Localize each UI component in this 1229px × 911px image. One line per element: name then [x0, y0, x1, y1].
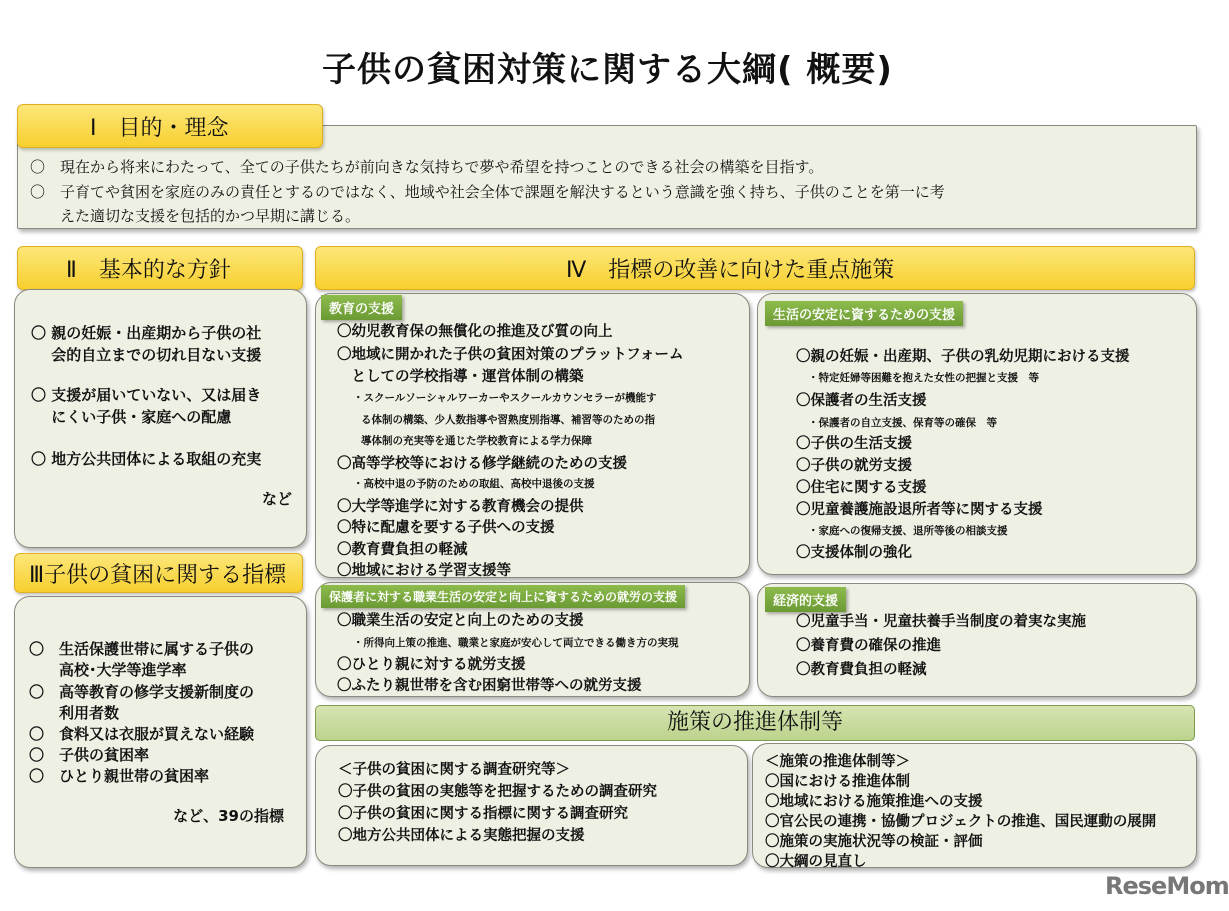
purpose-item: 〇 現在から将来にわたって、全ての子供たちが前向きな気持ちで夢や希望を持つことのできる社会の構築を目指す。 [30, 158, 824, 176]
econ-item: 〇教育費負担の軽減 [796, 662, 927, 678]
policy-item: 〇 地方公共団体による取組の充実 [31, 450, 262, 468]
policy-etc: など [261, 490, 292, 508]
edu-item: 〇地域における学習支援等 [337, 563, 511, 579]
indicator-panel [14, 596, 307, 868]
education-support-panel [315, 293, 750, 578]
life-item: 〇親の妊娠・出産期、子供の乳幼児期における支援 [796, 349, 1130, 365]
indicator-header: Ⅲ子供の貧困に関する指標 [14, 553, 303, 593]
indicator-item: 〇 子供の貧困率 [29, 746, 150, 764]
priority-measures-header: Ⅳ 指標の改善に向けた重点施策 [315, 246, 1195, 290]
indicator-item: 〇 高等教育の修学支援新制度の [29, 683, 255, 701]
edu-subitem: る体制の構築、少人数指導や習熟度別指導、補習等のための指 [361, 414, 655, 426]
life-item: 〇児童養護施設退所者等に関する支援 [796, 502, 1043, 518]
life-item: 〇子供の生活支援 [796, 436, 912, 452]
life-subitem: ・特定妊婦等困難を抱えた女性の把握と支援 等 [808, 372, 1039, 384]
edu-item: 〇高等学校等における修学継続のための支援 [337, 456, 627, 472]
indicator-item: 利用者数 [29, 704, 120, 722]
policy-item: 〇 親の妊娠・出産期から子供の社 [31, 324, 262, 342]
life-item: 〇住宅に関する支援 [796, 480, 927, 496]
edu-item: としての学校指導・運営体制の構築 [337, 369, 584, 385]
life-subitem: ・家庭への復帰支援、退所等後の相談支援 [808, 525, 1008, 537]
indicator-item: 〇 ひとり親世帯の貧困率 [29, 767, 210, 785]
economic-support-label: 経済的支援 [765, 587, 846, 612]
econ-item: 〇児童手当・児童扶養手当制度の着実な実施 [796, 614, 1086, 630]
research-item: 〇子供の貧困に関する指標に関する調査研究 [338, 806, 628, 822]
promotion-item: 〇国における推進体制 [765, 774, 910, 790]
work-item: 〇ふたり親世帯を含む困窮世帯等への就労支援 [337, 678, 642, 694]
work-item: 〇職業生活の安定と向上のための支援 [337, 613, 584, 629]
life-subitem: ・保護者の自立支援、保育等の確保 等 [808, 417, 997, 429]
research-heading: ＜子供の貧困に関する調査研究等＞ [338, 762, 570, 778]
resemom-logo: ReseMom [1105, 872, 1229, 900]
edu-item: 〇地域に開かれた子供の貧困対策のプラットフォーム [337, 347, 684, 363]
edu-item: 〇特に配慮を要する子供への支援 [337, 520, 555, 536]
parent-employment-label: 保護者に対する職業生活の安定と向上に資するための就労の支援 [321, 585, 685, 608]
work-item: 〇ひとり親に対する就労支援 [337, 657, 526, 673]
edu-item: 〇幼児教育保の無償化の推進及び質の向上 [337, 324, 613, 340]
indicator-item: 〇 生活保護世帯に属する子供の [29, 640, 255, 658]
indicator-item: 〇 食料又は衣服が買えない経験 [29, 725, 255, 743]
promotion-heading: ＜施策の推進体制等＞ [765, 754, 910, 770]
edu-item: 〇大学等進学に対する教育機会の提供 [337, 499, 584, 515]
edu-item: 〇教育費負担の軽減 [337, 542, 468, 558]
research-item: 〇地方公共団体による実態把握の支援 [338, 828, 585, 844]
edu-subitem: 導体制の充実等を通じた学校教育による学力保障 [361, 435, 592, 447]
research-item: 〇子供の貧困の実態等を把握するための調査研究 [338, 784, 657, 800]
indicator-item: 高校･大学等進学率 [29, 661, 187, 679]
page-title: 子供の貧困対策に関する大綱( 概要) [322, 50, 893, 90]
education-support-label: 教育の支援 [321, 295, 402, 320]
life-stability-label: 生活の安定に資するための支援 [765, 301, 963, 326]
promotion-system-panel [752, 743, 1197, 868]
policy-item: 会的自立までの切れ目ない支援 [31, 346, 262, 364]
policy-item: にくい子供・家庭への配慮 [31, 408, 232, 426]
purpose-header: Ⅰ 目的・理念 [17, 104, 323, 148]
promotion-item: 〇施策の実施状況等の検証・評価 [765, 834, 983, 850]
basic-policy-panel [14, 289, 307, 548]
edu-subitem: ・スクールソーシャルワーカーやスクールカウンセラーが機能す [353, 392, 657, 404]
promotion-item: 〇地域における施策推進への支援 [765, 794, 983, 810]
life-item: 〇保護者の生活支援 [796, 393, 927, 409]
life-stability-panel [757, 293, 1197, 575]
indicator-etc: など、39の指標 [173, 807, 284, 825]
promotion-header: 施策の推進体制等 [315, 705, 1195, 741]
purpose-item: えた適切な支援を包括的かつ早期に講じる。 [30, 207, 361, 225]
purpose-item: 〇 子育てや貧困を家庭のみの責任とするのではなく、地域や社会全体で課題を解決するという意識を強く持ち、子供のことを第一に考 [30, 183, 945, 201]
life-item: 〇支援体制の強化 [796, 545, 912, 561]
basic-policy-header: Ⅱ 基本的な方針 [17, 246, 303, 290]
promotion-item: 〇官公民の連携・協働プロジェクトの推進、国民運動の展開 [765, 814, 1157, 830]
promotion-item: 〇大綱の見直し [765, 854, 867, 870]
edu-subitem: ・高校中退の予防のための取組、高校中退後の支援 [353, 478, 595, 490]
life-item: 〇子供の就労支援 [796, 458, 912, 474]
work-subitem: ・所得向上策の推進、職業と家庭が安心して両立できる働き方の実現 [353, 637, 679, 649]
policy-item: 〇 支援が届いていない、又は届き [31, 386, 262, 404]
research-panel [315, 745, 748, 866]
econ-item: 〇養育費の確保の推進 [796, 638, 941, 654]
